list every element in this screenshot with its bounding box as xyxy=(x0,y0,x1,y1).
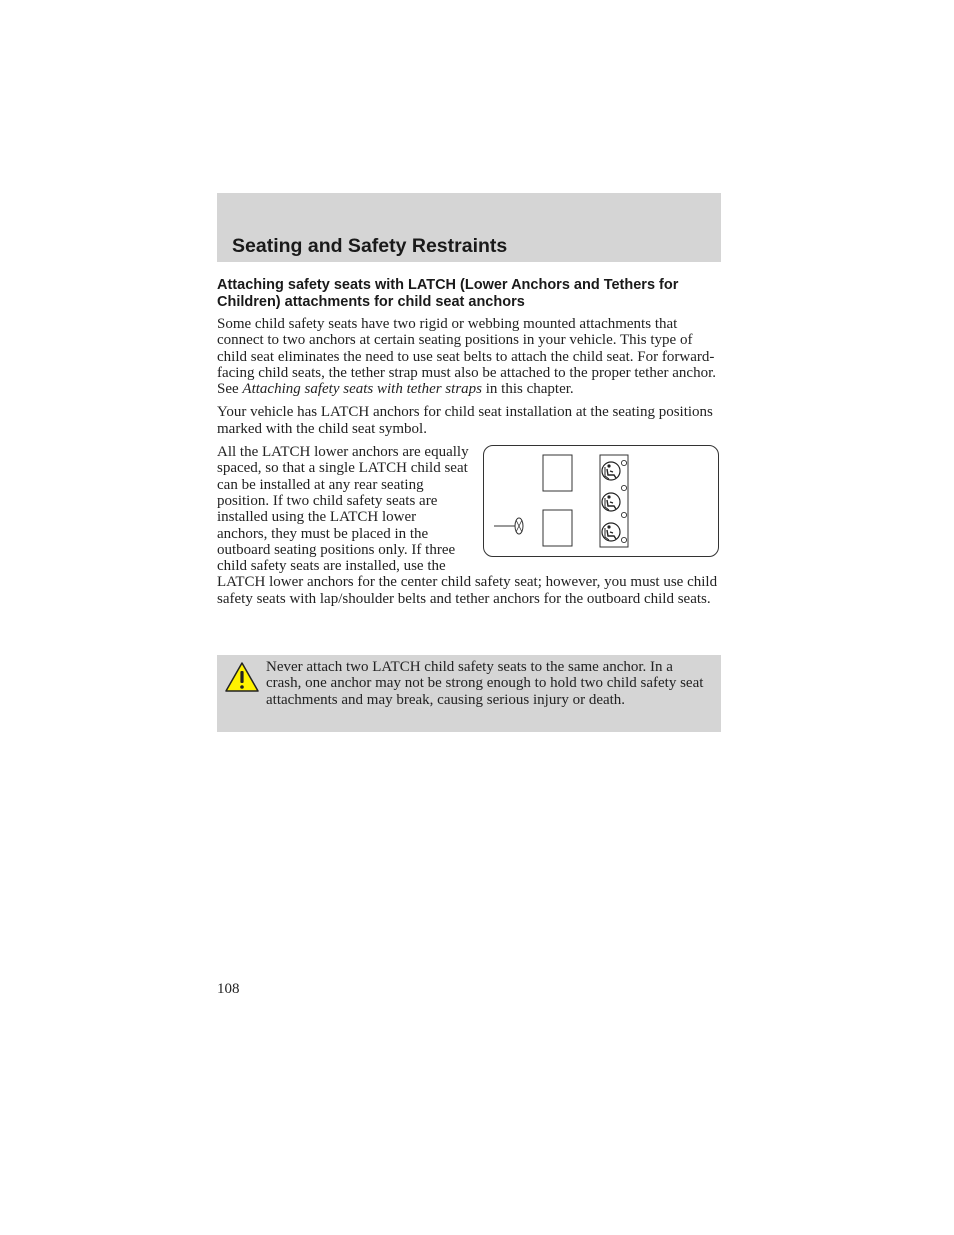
child-seat-icon xyxy=(602,523,620,541)
child-seat-icon xyxy=(602,493,620,511)
page-number: 108 xyxy=(217,981,240,997)
paragraph-intro xyxy=(217,316,721,397)
section-heading: Attaching safety seats with LATCH (Lower Anchors and Tethers for Children) attachments for child seat anchors xyxy=(217,277,679,310)
seating-diagram xyxy=(483,445,719,557)
cross-reference: Attaching safety seats with tether straps xyxy=(242,381,482,398)
paragraph-intro-end: in this chapter. xyxy=(482,381,574,398)
paragraph-latch-positions: Your vehicle has LATCH anchors for child seat installation at the seating positions marked with the child seat symbol. xyxy=(217,404,713,437)
tether-anchor xyxy=(621,460,626,465)
paragraph-intro-start: Some child safety seats have two rigid or webbing mounted attachments that connect to two anchors at certain seating positions in your vehicle. This type of child seat eliminates the need to use seat belts to attach the child seat. For forward-facing child seats, the tether strap must also be attached to the proper tether anchor. See xyxy=(217,316,716,398)
tether-anchor xyxy=(621,485,626,490)
warning-text: Never attach two LATCH child safety seats to the same anchor. In a crash, one anchor may not be strong enough to hold two child safety seat attachments and may break, causing serious injury or death. xyxy=(266,659,704,708)
child-seat-icon xyxy=(602,462,620,480)
front-seat-driver xyxy=(543,510,572,546)
paragraph-latch-spacing: All the LATCH lower anchors are equally spaced, so that a single LATCH child seat can be installed at any rear seating position. If two child safety seats are installed using the LATCH lower anchors, they must be placed in the outboard seating positions only. If three child safety seats are installed, use the LATCH lower anchors for the center child safety seat; however, you must use child safety seats with lap/shoulder belts and tether anchors for the outboard child seats. xyxy=(217,444,718,607)
seating-diagram-drawing xyxy=(484,446,720,558)
chapter-header-band xyxy=(217,193,721,262)
warning-box xyxy=(217,655,721,732)
tether-anchor xyxy=(621,512,626,517)
warning-triangle-icon xyxy=(224,661,260,693)
tether-anchor xyxy=(621,537,626,542)
front-seat-passenger xyxy=(543,455,572,491)
main-content xyxy=(217,277,721,614)
chapter-title: Seating and Safety Restraints xyxy=(232,235,508,257)
